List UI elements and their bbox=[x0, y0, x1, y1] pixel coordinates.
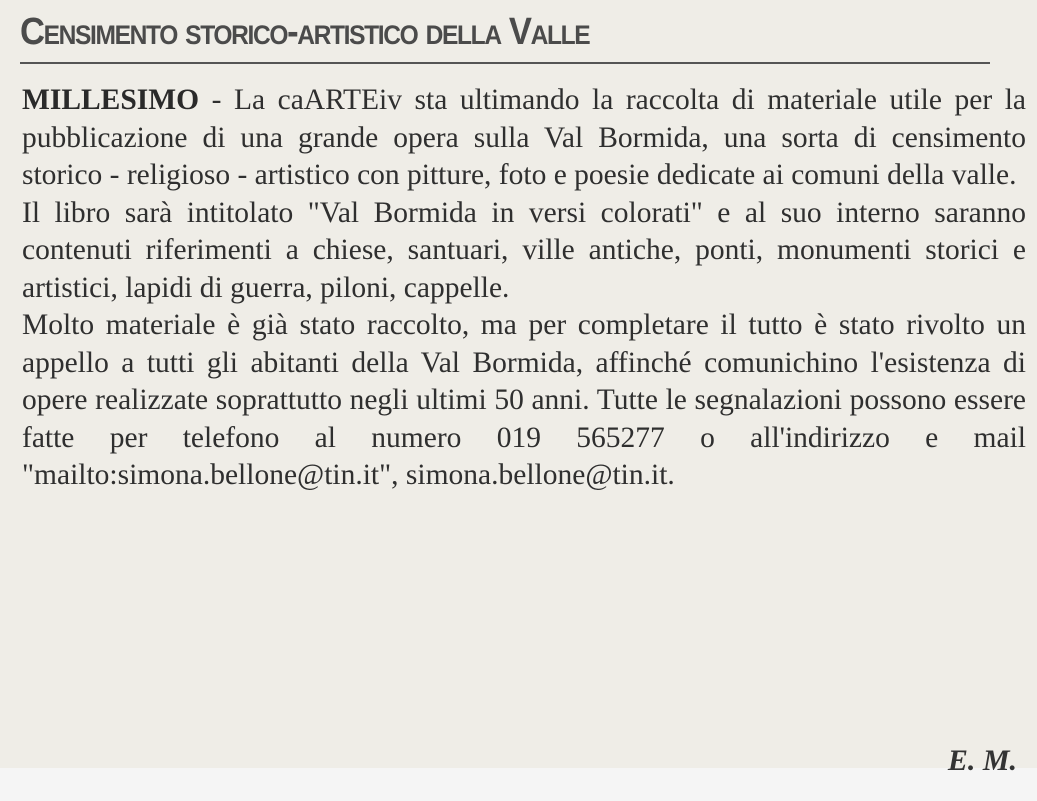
paragraph-1-text: - La caARTEiv sta ultimando la raccolta di materiale utile per la pubblicazione di una grande opera sulla Val Bormida, una sorta di censimento storico - religioso - artistico con pitture, foto e poesie dedicate ai comuni della valle. bbox=[22, 84, 1026, 191]
headline: Censimento storico-artistico della Valle bbox=[20, 11, 590, 53]
author-initials: E. M. bbox=[947, 744, 1017, 777]
dateline: MILLESIMO bbox=[22, 84, 200, 116]
scan-bottom-margin bbox=[0, 768, 1037, 801]
article-paragraph-3: Molto materiale è già stato raccolto, ma per completare il tutto è stato rivolto un appello a tutti gli abitanti della Val Bormida, affinché comunichino l'esistenza di opere realizzate soprattutto negli ultimi 50 anni. Tutte le segnalazioni possono essere fatte per telefono al numero 019 565277 o all'indirizzo e mail "mailto:simona.bellone@tin.it", simona.bellone@tin.it. bbox=[22, 309, 1026, 491]
article-paragraph-2: Il libro sarà intitolato "Val Bormida in versi colorati" e al suo interno saranno contenuti riferimenti a chiese, santuari, ville antiche, ponti, monumenti storici e artistici, lapidi di guerra, piloni, cappelle. bbox=[22, 196, 1026, 304]
article-body bbox=[22, 82, 1026, 495]
headline-container bbox=[20, 8, 995, 56]
headline-underline bbox=[20, 62, 990, 64]
article-paragraph-1 bbox=[22, 82, 1026, 195]
